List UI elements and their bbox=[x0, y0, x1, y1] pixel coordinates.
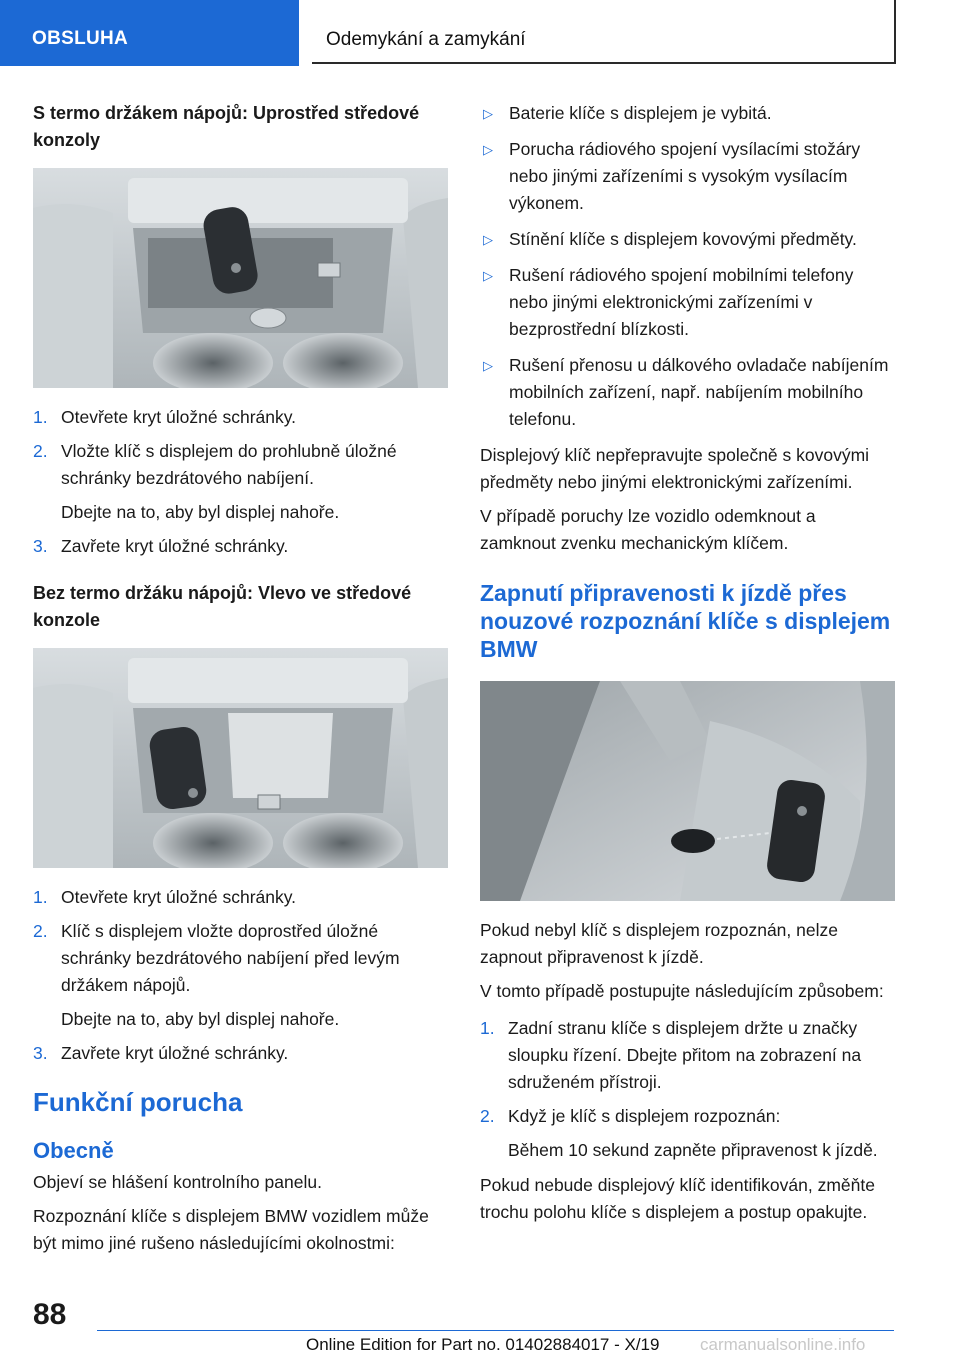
list-item: 1. Otevřete kryt úložné schránky. bbox=[33, 407, 297, 427]
paragraph: V případě poruchy lze vozidlo odemknout a zamknout zvenku mechanickým klíčem. bbox=[480, 506, 816, 553]
subsection-title: Obecně bbox=[33, 1138, 114, 1163]
list-item: 3. Zavřete kryt úložné schránky. bbox=[33, 536, 289, 556]
steps-list-left bbox=[33, 884, 448, 1067]
paragraph: Pokud nebyl klíč s displejem rozpoznán, nelze zapnout připravenost k jízdě. bbox=[480, 920, 838, 967]
page-number: 88 bbox=[33, 1298, 67, 1331]
triangle-bullet-icon: ▷ bbox=[483, 358, 493, 373]
list-item: 2. Klíč s displejem vložte doprostřed úložné schránky bezdrátového nabíjení před levým držákem nápojů. Dbejte na to, aby byl displej nahoře. bbox=[33, 918, 448, 1033]
console-image-center bbox=[33, 168, 448, 388]
left-column bbox=[33, 100, 448, 1264]
triangle-bullet-icon: ▷ bbox=[483, 232, 493, 247]
emergency-steps-list bbox=[480, 1015, 895, 1164]
list-item: ▷ Rušení přenosu u dálkového ovladače nabíjením mobilních zařízení, např. nabíjením mobilního telefonu. bbox=[480, 352, 895, 433]
steering-column-image bbox=[480, 681, 895, 901]
list-item: 1. Zadní stranu klíče s displejem držte u značky sloupku řízení. Dbejte přitom na zobrazení na sdruženém přístroji. bbox=[480, 1018, 862, 1092]
emergency-detection-heading: Zapnutí připravenosti k jízdě přes nouzové rozpoznání klíče s displejem BMW bbox=[480, 580, 891, 662]
steering-column-illustration bbox=[480, 681, 895, 901]
step-note: Dbejte na to, aby byl displej nahoře. bbox=[61, 502, 340, 522]
list-item: ▷ Stínění klíče s displejem kovovými předměty. bbox=[480, 226, 895, 253]
paragraph: Rozpoznání klíče s displejem BMW vozidlem může být mimo jiné rušeno následujícími okolnostmi: bbox=[33, 1206, 429, 1253]
paragraph: Displejový klíč nepřepravujte společně s kovovými předměty nebo jinými elektronickými zařízeními. bbox=[480, 445, 870, 492]
list-item: 2. Když je klíč s displejem rozpoznán: Během 10 sekund zapněte připravenost k jízdě. bbox=[480, 1103, 895, 1164]
step-note: Během 10 sekund zapněte připravenost k jízdě. bbox=[508, 1140, 878, 1160]
triangle-bullet-icon: ▷ bbox=[483, 142, 493, 157]
page-header bbox=[0, 0, 960, 66]
watermark: carmanualsonline.info bbox=[700, 1335, 866, 1354]
section-tab: OBSLUHA bbox=[0, 0, 299, 66]
section-title: Funkční porucha bbox=[33, 1087, 243, 1117]
paragraph: V tomto případě postupujte následujícím způsobem: bbox=[480, 981, 884, 1001]
heading-with-thermo-holder: S termo držákem nápojů: Uprostřed středové konzoly bbox=[33, 103, 420, 150]
heading-without-thermo-holder: Bez termo držáku nápojů: Vlevo ve středové konzole bbox=[33, 583, 412, 630]
list-item: ▷ Baterie klíče s displejem je vybitá. bbox=[480, 100, 895, 127]
step-note: Dbejte na to, aby byl displej nahoře. bbox=[61, 1009, 340, 1029]
list-item: 1. Otevřete kryt úložné schránky. bbox=[33, 887, 297, 907]
list-item: ▷ Rušení rádiového spojení mobilními telefony nebo jinými elektronickými zařízeními v bezprostřední blízkosti. bbox=[480, 262, 895, 343]
console-image-left bbox=[33, 648, 448, 868]
edition-footer: Online Edition for Part no. 01402884017 - X/19 bbox=[306, 1335, 660, 1354]
steps-list-center bbox=[33, 404, 448, 560]
list-item: 2. Vložte klíč s displejem do prohlubně úložné schránky bezdrátového nabíjení. Dbejte na to, aby byl displej nahoře. bbox=[33, 438, 448, 526]
paragraph: Objeví se hlášení kontrolního panelu. bbox=[33, 1172, 322, 1192]
console-center-illustration bbox=[33, 168, 448, 388]
footer-divider bbox=[97, 1330, 894, 1331]
list-item: 3. Zavřete kryt úložné schránky. bbox=[33, 1043, 289, 1063]
paragraph: Pokud nebude displejový klíč identifikován, změňte trochu polohu klíče s displejem a postup opakujte. bbox=[480, 1175, 875, 1222]
console-left-illustration bbox=[33, 648, 448, 868]
right-column bbox=[480, 100, 895, 1233]
topic-title: Odemykání a zamykání bbox=[312, 0, 896, 64]
list-item: ▷ Porucha rádiového spojení vysílacími stožáry nebo jinými zařízeními s vysokým vysílacím výkonem. bbox=[480, 136, 895, 217]
triangle-bullet-icon: ▷ bbox=[483, 268, 493, 283]
interference-bullet-list bbox=[480, 100, 895, 433]
triangle-bullet-icon: ▷ bbox=[483, 106, 493, 121]
